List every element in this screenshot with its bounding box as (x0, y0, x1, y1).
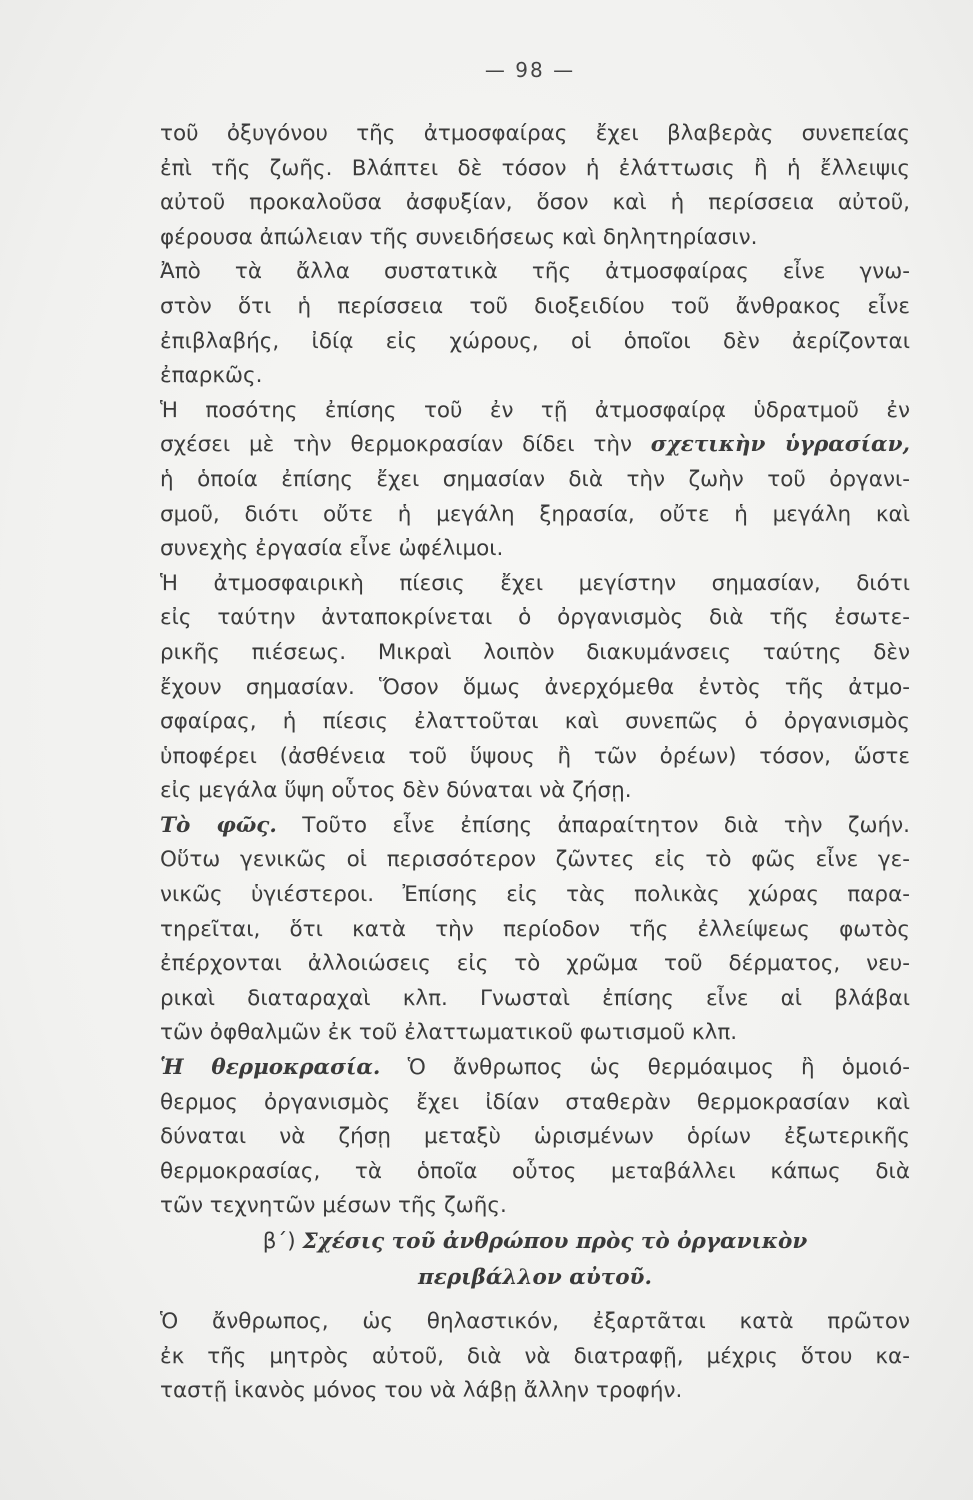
text-line: ἐπιβλαβής, ἰδίᾳ εἰς χώρους, οἱ ὁποῖοι δὲν ἀερίζονται (160, 328, 910, 354)
text-line: Ἡ ποσότης ἐπίσης τοῦ ἐν τῇ ἀτμοσφαίρᾳ ὑδρατμοῦ ἐν (160, 397, 910, 423)
section-heading (160, 1224, 910, 1296)
section-heading-line-1 (160, 1224, 910, 1260)
text-line: Ἡ ἀτμοσφαιρικὴ πίεσις ἔχει μεγίστην σημασίαν, διότι (160, 570, 910, 596)
closing-paragraph (160, 1305, 910, 1409)
text-line: σφαίρας, ἡ πίεσις ἐλαττοῦται καὶ συνεπῶς ὁ ὀργανισμὸς (160, 709, 910, 735)
text-line: εἰς ταύτην ἀνταποκρίνεται ὁ ὀργανισμὸς διὰ τῆς ἐσωτε- (160, 605, 910, 631)
text-line: σμοῦ, διότι οὔτε ἡ μεγάλη ξηρασία, οὔτε ἡ μεγάλη καὶ (160, 501, 910, 527)
text-fragment: Τοῦτο εἶνε ἐπίσης ἀπαραίτητον διὰ τὴν ζωήν. (302, 812, 911, 838)
text-line: ἐπαρκῶς. (160, 363, 263, 389)
text-line: θερμος ὀργανισμὸς ἔχει ἰδίαν σταθερὰν θερμοκρασίαν καὶ (160, 1089, 910, 1115)
text-line: ρικαὶ διαταραχαὶ κλπ. Γνωσταὶ ἐπίσης εἶνε αἱ βλάβαι (160, 985, 910, 1011)
text-line: φέρουσα ἀπώλειαν τῆς συνειδήσεως καὶ δηλητηρίασιν. (160, 224, 758, 250)
text-line: τῶν τεχνητῶν μέσων τῆς ζωῆς. (160, 1193, 507, 1219)
text-line: ἔχουν σημασίαν. Ὅσον ὅμως ἀνερχόμεθα ἐντὸς τῆς ἀτμο- (160, 674, 910, 700)
text-line: Ἀπὸ τὰ ἄλλα συστατικὰ τῆς ἀτμοσφαίρας εἶνε γνω- (160, 259, 910, 285)
text-line: τηρεῖται, ὅτι κατὰ τὴν περίοδον τῆς ἐλλείψεως φωτὸς (160, 916, 910, 942)
text-line: συνεχὴς ἐργασία εἶνε ὠφέλιμοι. (160, 536, 504, 562)
text-line: δύναται νὰ ζήσῃ μεταξὺ ὡρισμένων ὁρίων ἐξωτερικῆς (160, 1124, 910, 1150)
text-line: ἐπέρχονται ἀλλοιώσεις εἰς τὸ χρῶμα τοῦ δέρματος, νευ- (160, 951, 910, 977)
section-heading-line-2: περιβάλλον αὐτοῦ. (418, 1265, 652, 1290)
text-line: θερμοκρασίας, τὰ ὁποῖα οὗτος μεταβάλλει κάπως διὰ (160, 1158, 910, 1184)
text-line-with-emphasis (160, 428, 910, 463)
text-line: νικῶς ὑγιέστεροι. Ἐπίσης εἰς τὰς πολικὰς χώρας παρα- (160, 882, 910, 908)
text-line: Ὁ ἄνθρωπος, ὡς θηλαστικόν, ἐξαρτᾶται κατὰ πρῶτον (160, 1309, 910, 1334)
emphasis-relative-humidity: σχετικὴν ὑγρασίαν, (650, 432, 910, 458)
text-fragment: Ὁ ἄνθρωπος ὡς θερμόαιμος ἢ ὁμοιό- (407, 1055, 910, 1081)
body-text (160, 117, 910, 1224)
text-line: ἡ ὁποία ἐπίσης ἔχει σημασίαν διὰ τὴν ζωὴν τοῦ ὀργανι- (160, 466, 910, 492)
text-fragment: σχέσει μὲ τὴν θερμοκρασίαν δίδει τὴν (160, 432, 632, 458)
text-line: ἐκ τῆς μητρὸς αὐτοῦ, διὰ νὰ διατραφῇ, μέχρις ὅτου κα- (160, 1343, 910, 1369)
text-line: ταστῇ ἱκανὸς μόνος του νὰ λάβῃ ἄλλην τροφήν. (160, 1378, 683, 1404)
text-line-with-emphasis (160, 1051, 910, 1086)
text-line-with-emphasis (160, 809, 910, 844)
text-line: Οὕτω γενικῶς οἱ περισσότερον ζῶντες εἰς τὸ φῶς εἶνε γε- (160, 847, 910, 873)
text-line: ρικῆς πιέσεως. Μικραὶ λοιπὸν διακυμάνσεις ταύτης δὲν (160, 639, 910, 665)
text-line: τοῦ ὀξυγόνου τῆς ἀτμοσφαίρας ἔχει βλαβερὰς συνεπείας (160, 121, 910, 146)
page-number: — 98 — (484, 58, 576, 82)
text-line: τῶν ὀφθαλμῶν ἐκ τοῦ ἐλαττωματικοῦ φωτισμοῦ κλπ. (160, 1020, 738, 1046)
text-line: αὐτοῦ προκαλοῦσα ἀσφυξίαν, ὅσον καὶ ἡ περίσσεια αὐτοῦ, (160, 190, 910, 216)
section-title-1: Σχέσις τοῦ ἀνθρώπου πρὸς τὸ ὀργανικὸν (302, 1229, 808, 1254)
text-line: στὸν ὅτι ἡ περίσσεια τοῦ διοξειδίου τοῦ ἄνθρακος εἶνε (160, 293, 910, 319)
section-prefix: β΄) (262, 1229, 296, 1254)
text-line: ὑποφέρει (ἀσθένεια τοῦ ὕψους ἢ τῶν ὀρέων) τόσον, ὥστε (160, 743, 910, 769)
emphasis-light: Τὸ φῶς. (160, 812, 277, 838)
text-line: ἐπὶ τῆς ζωῆς. Βλάπτει δὲ τόσον ἡ ἐλάττωσις ἢ ἡ ἔλλειψις (160, 155, 910, 181)
text-line: εἰς μεγάλα ὕψη οὗτος δὲν δύναται νὰ ζήσῃ. (160, 778, 632, 804)
emphasis-temperature: Ἡ θερμοκρασία. (160, 1055, 381, 1081)
